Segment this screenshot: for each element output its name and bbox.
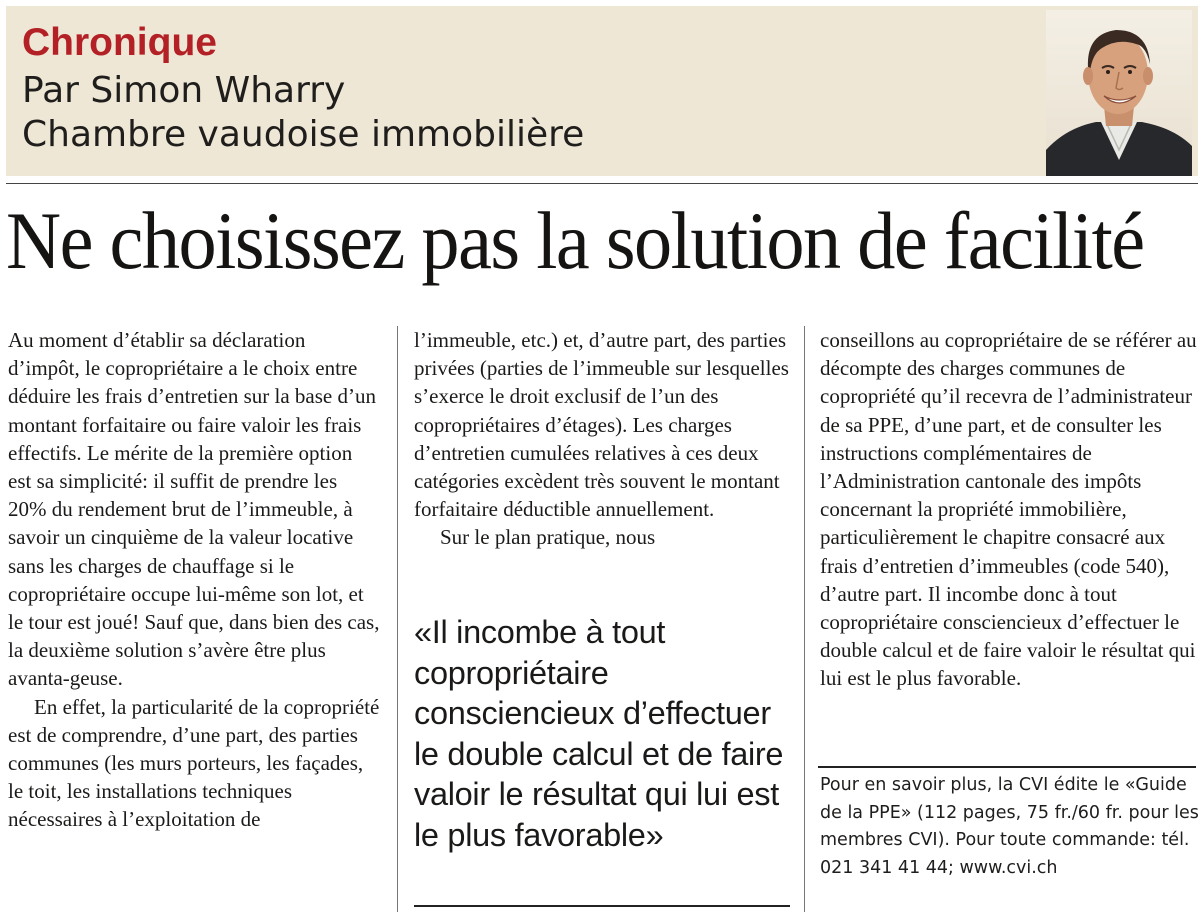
header-divider (6, 183, 1198, 184)
column-header (6, 6, 1198, 176)
paragraph: Sur le plan pratique, nous (440, 525, 656, 550)
paragraph: conseillons au copropriétaire de se référer au décompte des charges communes de copropriété qu’il recevra de l’administrateur de sa PPE, d’une part, et de consulter les instructions complémentaires de l’Administration cantonale des impôts concernant la propriété immobilière, particulièrement le chapitre consacré aux frais d’entretien d’immeubles (code 540), d’autre part. Il incombe donc à tout copropriétaire consciencieux d’effectuer le double calcul et de faire valoir le résultat qui lui est le plus favorable. (820, 328, 1197, 691)
author-organization: Chambre vaudoise immobilière (22, 114, 585, 155)
author-portrait-icon (1046, 10, 1192, 176)
article-headline: Ne choisissez pas la solution de facilité (6, 195, 1144, 286)
paragraph: En effet, la particularité de la copropriété est de comprendre, d’une part, des parties communes (les murs porteurs, les façades, le toit, les installations techniques nécessaires à l’exploitation de (8, 694, 380, 832)
column-divider (804, 326, 805, 912)
article-column-1 (8, 326, 380, 834)
paragraph: l’immeuble, etc.) et, d’autre part, des parties privées (parties de l’immeuble sur lesquelles s’exerce le droit exclusif de l’un des copropriétaires d’étages). Les charges d’entretien cumulées relatives à ces deux catégories excèdent très souvent le montant forfaitaire déductible annuellement. (414, 328, 789, 522)
pull-quote: «Il incombe à tout copropriétaire consciencieux d’effectuer le double calcul et de faire valoir le résultat qui lui est le plus favorable» (414, 614, 784, 853)
column-kicker: Chronique (22, 21, 217, 64)
author-name: Par Simon Wharry (22, 70, 346, 111)
info-box: Pour en savoir plus, la CVI édite le «Guide de la PPE» (112 pages, 75 fr./60 fr. pour les membres CVI). Pour toute commande: tél. 021 341 41 44; www.cvi.ch (820, 775, 1199, 878)
paragraph: Au moment d’établir sa déclaration d’impôt, le copropriétaire a le choix entre déduire les frais d’entretien sur la base d’un montant forfaitaire ou faire valoir les frais effectifs. Le mérite de la première option est sa simplicité: il suffit de prendre les 20% du rendement brut de l’immeuble, à savoir un cinquième de la valeur locative sans les charges de chauffage si le copropriétaire occupe lui-même son lot, et le tour est joué! Sauf que, dans bien des cas, la deuxième solution s’avère être plus avanta-geuse. (8, 328, 380, 691)
info-box-rule (818, 766, 1196, 768)
column-divider (397, 326, 398, 912)
article-column-3 (820, 326, 1200, 693)
pull-quote-rule (414, 905, 790, 907)
article-column-2 (414, 326, 794, 552)
